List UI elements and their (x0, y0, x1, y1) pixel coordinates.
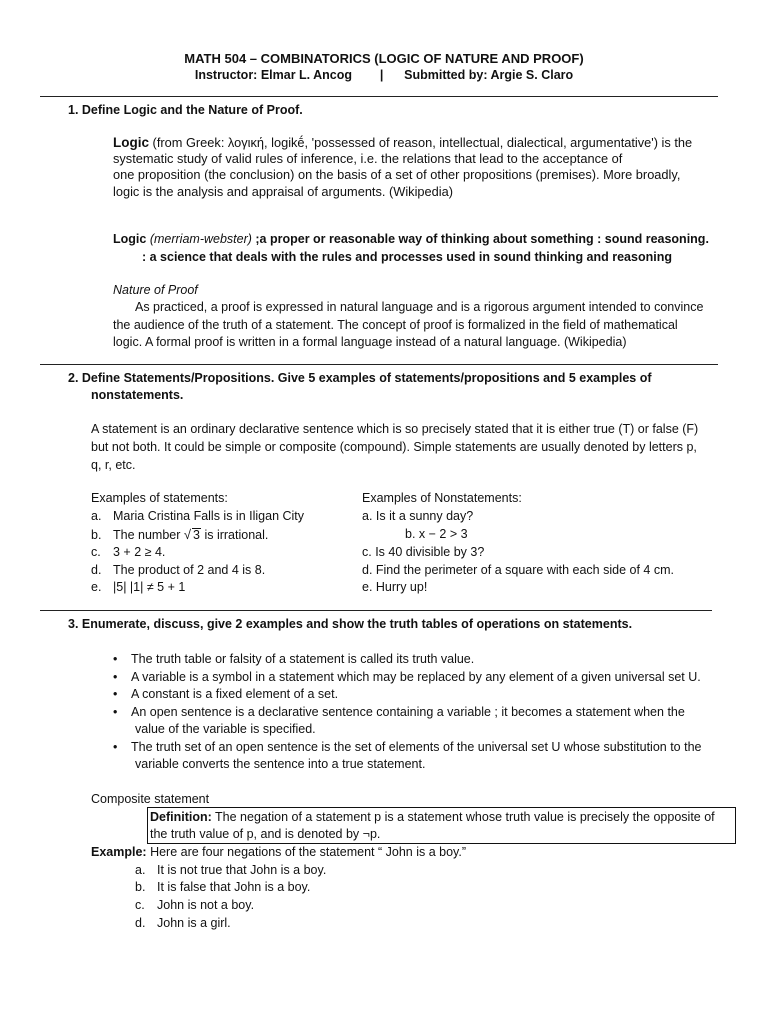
bullet-item-cont: value of the variable is specified. (135, 722, 316, 736)
nature-of-proof-title: Nature of Proof (113, 283, 198, 297)
question-3-heading: 3. Enumerate, discuss, give 2 examples and show the truth tables of operations on statements. (68, 617, 633, 631)
logic-wiki-definition (113, 135, 722, 200)
question-1-heading: 1. Define Logic and the Nature of Proof. (68, 103, 303, 117)
statement-def-line-3: q, r, etc. (91, 458, 136, 472)
negation-item: a. It is not true that John is a boy. (135, 863, 327, 877)
page-subtitle: Instructor: Elmar L. Ancog | Submitted by: Argie S. Claro (194, 68, 574, 82)
bullet-item: • The truth table or falsity of a statement is called its truth value. (113, 652, 475, 666)
wiki-line-2: systematic study of valid rules of inference, i.e. the relations that lead to the acceptance of (113, 151, 623, 167)
divider (40, 96, 718, 97)
mw-term: Logic (113, 232, 147, 246)
definition-line-1: Definition: The negation of a statement p is a statement whose truth value is precisely the opposite of (150, 810, 715, 824)
statement-def-line-1: A statement is an ordinary declarative sentence which is so precisely stated that it is either true (T) or false (F) (91, 422, 699, 436)
nonstatement-item: c. Is 40 divisible by 3? (362, 545, 485, 559)
nonstatement-item: d. Find the perimeter of a square with each side of 4 cm. (362, 563, 674, 577)
statement-item: b. The number √ 3 is irrational. (91, 527, 269, 542)
statement-item: a. Maria Cristina Falls is in Iligan City (91, 509, 305, 523)
nonstatement-item: b. x − 2 > 3 (405, 527, 468, 541)
sqrt-symbol: √ (183, 527, 192, 542)
nonstatement-item: a. Is it a sunny day? (362, 509, 474, 523)
wiki-line-4: logic is the analysis and appraisal of arguments. (Wikipedia) (113, 183, 453, 199)
question-2-heading: 2. Define Statements/Propositions. Give 5 examples of statements/propositions and 5 examples of (68, 371, 652, 385)
divider (40, 364, 718, 365)
statement-item: d. The product of 2 and 4 is 8. (91, 563, 266, 577)
bullet-item: • A constant is a fixed element of a set. (113, 687, 339, 701)
nature-line-2: the audience of the truth of a statement. The concept of proof is formalized in the field of mathematical (113, 318, 678, 332)
definition-line-2: the truth value of p, and is denoted by ¬p. (150, 827, 381, 841)
wiki-line-1: (from Greek: λογική, logikḗ, 'possessed of reason, intellectual, dialectical, argumentative') is the (149, 135, 693, 150)
nonstatement-item: e. Hurry up! (362, 580, 428, 594)
negation-item: d. John is a girl. (135, 916, 231, 930)
nature-line-1: As practiced, a proof is expressed in natural language and is a rigorous argument intended to convince (135, 300, 704, 314)
mw-def-2: : a science that deals with the rules and processes used in sound thinking and reasoning (142, 250, 672, 264)
statement-item: c. 3 + 2 ≥ 4. (91, 545, 166, 559)
example-label: Example: (91, 845, 147, 859)
statement-item: e. |5| |1| ≠ 5 + 1 (91, 580, 186, 594)
negation-item: b. It is false that John is a boy. (135, 880, 311, 894)
composite-statement-title: Composite statement (91, 792, 210, 806)
divider (40, 610, 712, 611)
statements-title: Examples of statements: (91, 491, 228, 505)
definition-label: Definition: (150, 810, 212, 824)
mw-def-1: ;a proper or reasonable way of thinking about something : sound reasoning. (251, 232, 709, 246)
bullet-item-cont: variable converts the sentence into a true statement. (135, 757, 426, 771)
mw-source: (merriam-webster) (149, 232, 252, 246)
wiki-line-3: one proposition (the conclusion) on the basis of a set of other propositions (premises). More broadly, (113, 167, 681, 183)
bullet-item: • An open sentence is a declarative sentence containing a variable ; it becomes a statement when the (113, 705, 685, 719)
logic-term: Logic (113, 135, 149, 150)
nature-line-3: logic. A formal proof is written in a formal language instead of a natural language. (Wikipedia) (113, 335, 627, 349)
negation-item: c. John is not a boy. (135, 898, 255, 912)
bullet-item: • The truth set of an open sentence is the set of elements of the universal set U whose substitution to the (113, 740, 702, 754)
example-line: Example: Here are four negations of the statement “ John is a boy.” (91, 845, 466, 859)
bullet-item: • A variable is a symbol in a statement which may be replaced by any element of a given universal set U. (113, 670, 701, 684)
statement-def-line-2: but not both. It could be simple or composite (compound). Simple statements are usually denoted by letters p, (91, 440, 697, 454)
page-title: MATH 504 – COMBINATORICS (LOGIC OF NATURE AND PROOF) (184, 51, 584, 66)
question-2-heading-cont: nonstatements. (91, 388, 184, 402)
merriam-webster-definition (113, 232, 709, 246)
nonstatements-title: Examples of Nonstatements: (362, 491, 522, 505)
